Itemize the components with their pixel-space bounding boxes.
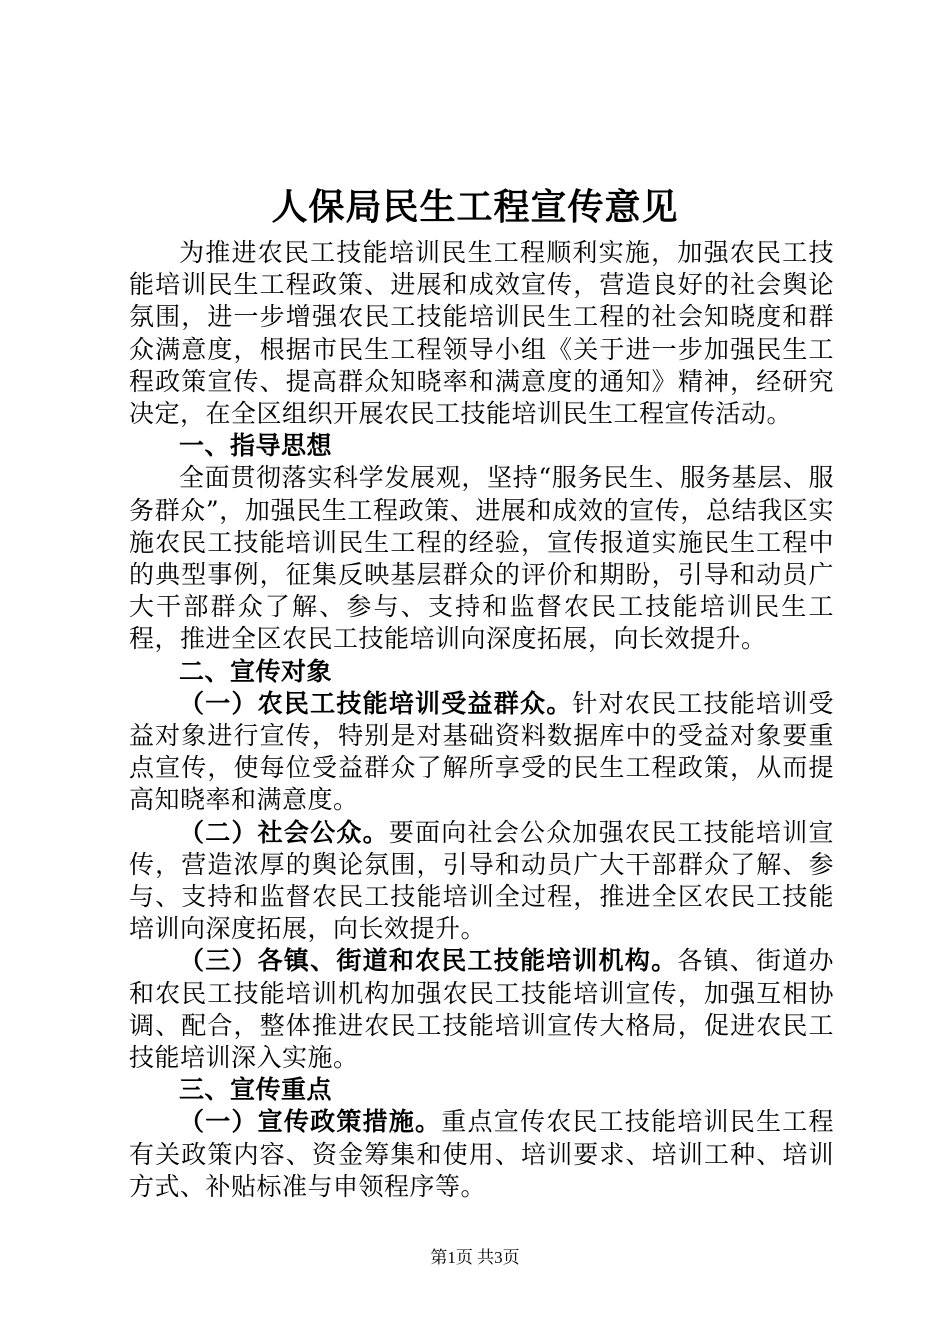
focus-item-1: （一）宣传政策措施。重点宣传农民工技能培训民生工程有关政策内容、资金筹集和使用、培训要求、培训工种、培训方式、补贴标准与申领程序等。 bbox=[129, 1107, 834, 1201]
target-item-1-lead: （一）农民工技能培训受益群众。 bbox=[179, 688, 573, 718]
document-body bbox=[129, 237, 834, 1203]
target-item-3: （三）各镇、街道和农民工技能培训机构。各镇、街道办和农民工技能培训机构加强农民工技能培训宣传，加强互相协调、配合，整体推进农民工技能培训宣传大格局，促进农民工技能培训深入实施。 bbox=[129, 946, 834, 1073]
section-heading-guiding-thought: 一、指导思想 bbox=[179, 431, 333, 461]
target-item-2: （二）社会公众。要面向社会公众加强农民工技能培训宣传，营造浓厚的舆论氛围，引导和动员广大干部群众了解、参与、支持和监督农民工技能培训全过程，推进全区农民工技能培训向深度拓展，向长效提升。 bbox=[129, 817, 834, 944]
target-item-2-lead: （二）社会公众。 bbox=[179, 817, 389, 847]
section-heading-targets: 二、宣传对象 bbox=[179, 656, 333, 686]
intro-paragraph: 为推进农民工技能培训民生工程顺利实施，加强农民工技能培训民生工程政策、进展和成效宣传，营造良好的社会舆论氛围，进一步增强农民工技能培训民生工程的社会知晓度和群众满意度，根据市民生工程领导小组《关于进一步加强民生工程政策宣传、提高群众知晓率和满意度的通知》精神，经研究决定，在全区组织开展农民工技能培训民生工程宣传活动。 bbox=[129, 238, 834, 429]
target-item-3-lead: （三）各镇、街道和农民工技能培训机构。 bbox=[179, 946, 678, 976]
target-item-1: （一）农民工技能培训受益群众。针对农民工技能培训受益对象进行宣传，特别是对基础资料数据库中的受益对象要重点宣传，使每位受益群众了解所享受的民生工程政策，从而提高知晓率和满意度。 bbox=[129, 688, 834, 815]
guiding-thought-paragraph: 全面贯彻落实科学发展观，坚持“服务民生、服务基层、服务群众”，加强民生工程政策、进展和成效的宣传，总结我区实施农民工技能培训民生工程的经验，宣传报道实施民生工程中的典型事例，征集反映基层群众的评价和期盼，引导和动员广大干部群众了解、参与、支持和监督农民工技能培训民生工程，推进全区农民工技能培训向深度拓展，向长效提升。 bbox=[129, 463, 834, 654]
document-title: 人保局民生工程宣传意见 bbox=[271, 186, 679, 228]
page-footer: 第1页 共3页 bbox=[430, 1248, 520, 1267]
focus-item-1-lead: （一）宣传政策措施。 bbox=[179, 1107, 442, 1137]
section-heading-focus: 三、宣传重点 bbox=[179, 1075, 333, 1105]
